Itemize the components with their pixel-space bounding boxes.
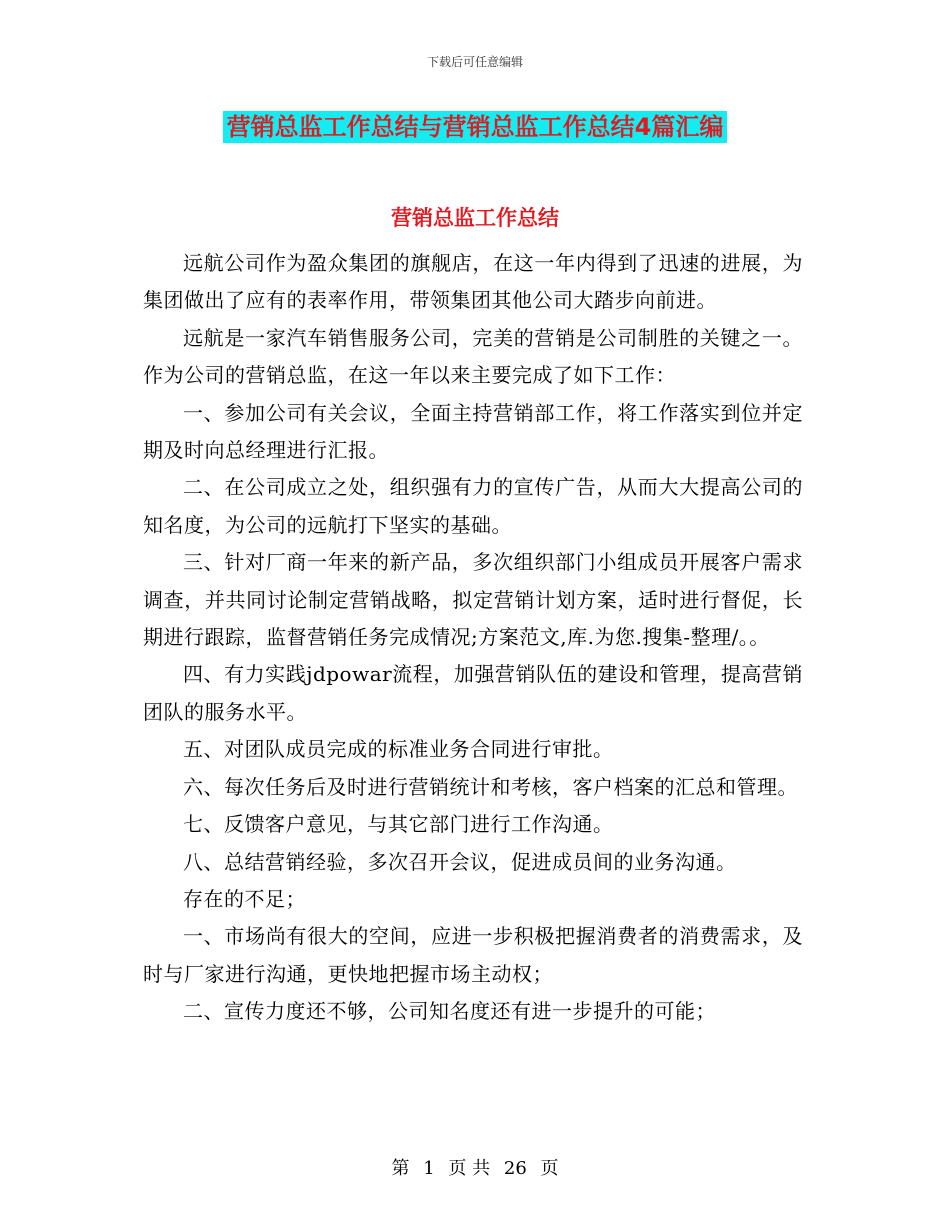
paragraph: 一、参加公司有关会议，全面主持营销部工作，将工作落实到位并定期及时向总经理进行汇报。 xyxy=(143,400,803,463)
paragraph: 二、在公司成立之处，组织强有力的宣传广告，从而大大提高公司的知名度，为公司的远航打下坚实的基础。 xyxy=(143,475,803,537)
paragraph: 六、每次任务后及时进行营销统计和考核，客户档案的汇总和管理。 xyxy=(183,774,798,799)
paragraph: 八、总结营销经验，多次召开会议，促进成员间的业务沟通。 xyxy=(183,849,737,874)
paragraph: 远航公司作为盈众集团的旗舰店，在这一年内得到了迅速的进展，为集团做出了应有的表率作用，带领集团其他公司大踏步向前进。 xyxy=(143,251,803,313)
section-title: 营销总监工作总结 xyxy=(391,206,559,230)
header-note: 下载后可任意编辑 xyxy=(426,55,523,69)
page-current: 1 xyxy=(423,1158,435,1179)
paragraph: 远航是一家汽车销售服务公司，完美的营销是公司制胜的关键之一。作为公司的营销总监，在这一年以来主要完成了如下工作： xyxy=(143,325,803,388)
document-body xyxy=(143,245,803,1031)
document-title: 营销总监工作总结与营销总监工作总结4篇汇编 xyxy=(223,111,728,143)
page-middle: 页 共 xyxy=(448,1158,491,1179)
paragraph: 四、有力实践jdpowar流程，加强营销队伍的建设和管理，提高营销团队的服务水平。 xyxy=(143,662,803,724)
page-prefix: 第 xyxy=(391,1158,410,1179)
paragraph: 三、针对厂商一年来的新产品，多次组织部门小组成员开展客户需求调查，并共同讨论制定营销战略，拟定营销计划方案，适时进行督促，长期进行跟踪，监督营销任务完成情况;方案范文,库.为您.搜集-整理/。。 xyxy=(143,550,803,650)
page-suffix: 页 xyxy=(540,1158,559,1179)
page-footer xyxy=(0,1154,950,1180)
document-title-wrapper xyxy=(0,111,950,143)
paragraph: 七、反馈客户意见，与其它部门进行工作沟通。 xyxy=(183,812,614,837)
paragraph: 存在的不足； xyxy=(183,886,306,911)
paragraph: 二、宣传力度还不够，公司知名度还有进一步提升的可能； xyxy=(183,999,716,1024)
paragraph: 五、对团队成员完成的标准业务合同进行审批。 xyxy=(183,737,614,762)
paragraph: 一、市场尚有很大的空间，应进一步积极把握消费者的消费需求，及时与厂家进行沟通，更快地把握市场主动权； xyxy=(143,924,803,986)
page-total: 26 xyxy=(503,1158,527,1179)
